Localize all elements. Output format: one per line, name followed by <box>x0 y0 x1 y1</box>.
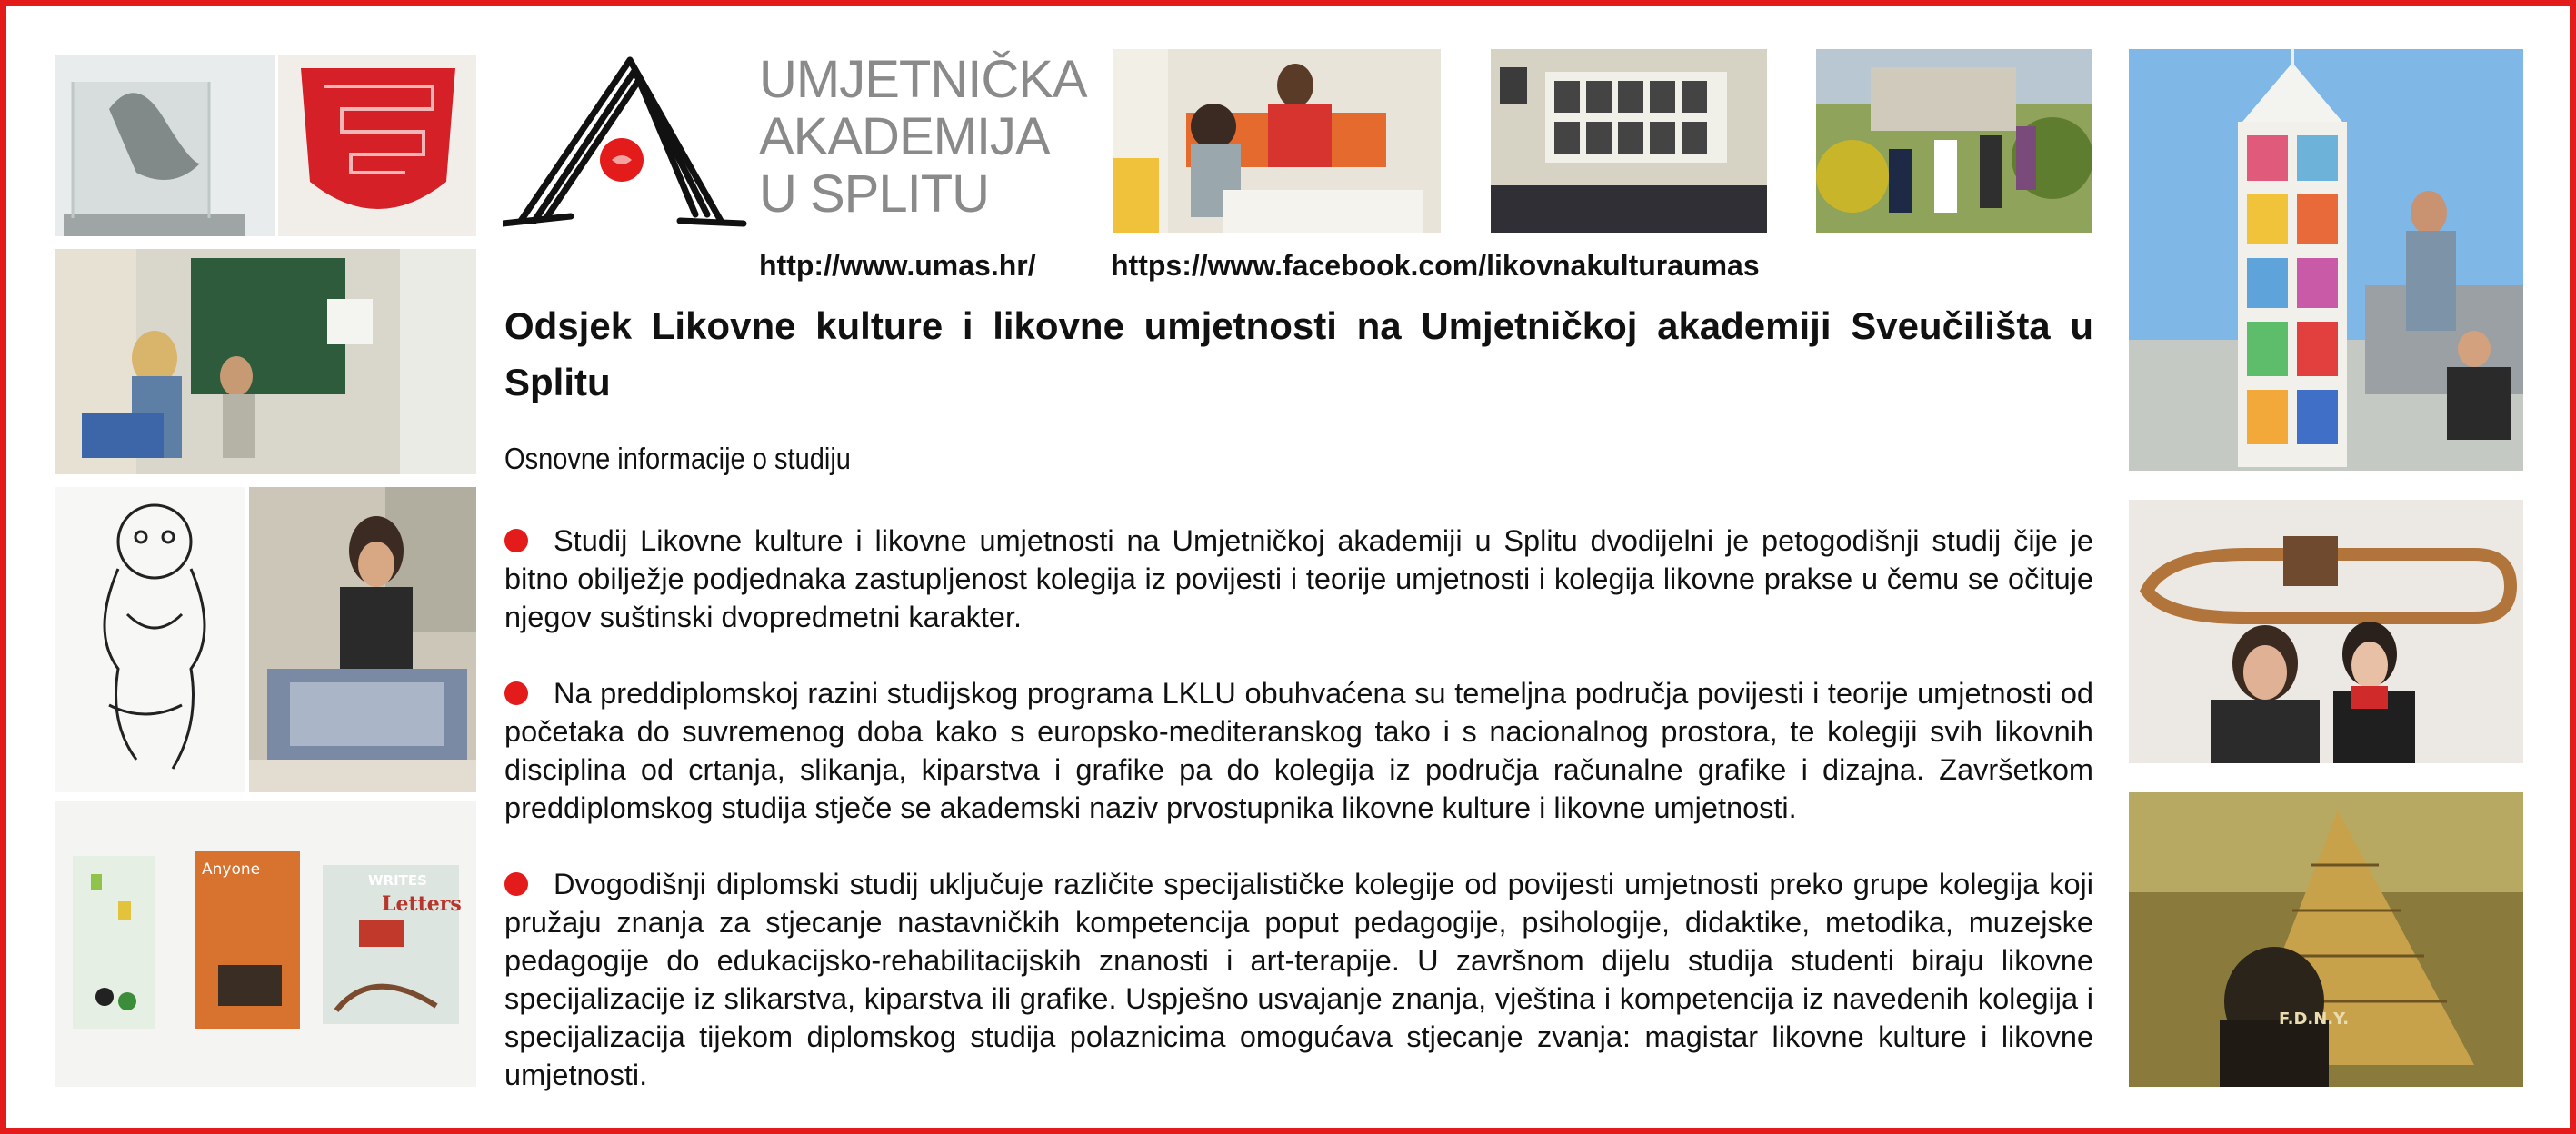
academy-name <box>759 51 1087 223</box>
photo-classroom-drawings-wall <box>1491 49 1767 233</box>
photo-prints-series <box>55 801 476 1087</box>
print-text-anyone: Anyone <box>202 860 261 879</box>
photo-two-women-safety-pin <box>2129 500 2523 763</box>
academy-name-line1: UMJETNIČKA <box>759 50 1087 109</box>
bullet-icon <box>504 681 528 705</box>
info-paragraph-3 <box>504 865 2093 1094</box>
website-link[interactable]: http://www.umas.hr/ <box>759 249 1036 282</box>
paragraph-text: Na preddiplomskoj razini studijskog programa LKLU obuhvaćena su temeljna područja povijesti i teorije umjetnosti od početaka do suvremenog doba kako s europsko-mediteranskog tako i s nacionalnog prostora, te kolegiji svih likovnih disciplina od crtanja, slikanja, kiparstva i grafike pa do kolegija iz područja računalne grafike i dizajna. Završetkom preddiplomskog studija stječe se akademski naziv prvostupnika likovne kulture i likovne umjetnosti. <box>504 677 2093 824</box>
paragraph-text: Dvogodišnji diplomski studij uključuje različite specijalističke kolegije od povijesti umjetnosti preko grupe kolegija koji pružaju znanja za stjecanje nastavničkih kompetencija poput pedagogije, psihologije, didaktike, metodika, muzejske pedagogije do edukacijsko-rehabilitacijskih znanosti i art-terapije. U završnom dijelu studija studenti biraju likovne specijalizacije iz slikarstva, kiparstva ili grafike. Uspješno usvajanje znanja, vještina i kompetencija iz navedenih kolegija i specijalizacija tijekom diplomskog studija polaznicima omogućava stjecanje zvanja: magistar likovne kulture i likovne umjetnosti. <box>504 868 2093 1091</box>
photo-ink-drawing-figure <box>55 487 245 792</box>
academy-name-line2: AKADEMIJA <box>759 107 1050 166</box>
academy-name-line3: U SPLITU <box>759 164 990 224</box>
photo-tower-of-babel-firefighter <box>2129 792 2523 1087</box>
photo-students-workshop <box>1113 49 1441 233</box>
info-paragraph-2 <box>504 674 2093 827</box>
page-title: Odsjek Likovne kulture i likovne umjetnosti na Umjetničkoj akademiji Sveučilišta u Splitu <box>504 304 2093 403</box>
print-text-letters: Letters <box>382 892 462 916</box>
photo-painted-cube-tower <box>2129 49 2523 471</box>
section-subtitle: Osnovne informacije o studiju <box>504 442 851 475</box>
paragraph-text: Studij Likovne kulture i likovne umjetnosti na Umjetničkoj akademiji u Splitu dvodijelni je petogodišnji studij čije je bitno obilježje podjednaka zastupljenost kolegija iz povijesti i teorije umjetnosti i kolegija likovne prakse u čemu se očituje njegov suštinski dvopredmetni karakter. <box>504 524 2093 633</box>
facebook-link[interactable]: https://www.facebook.com/likovnakulturaumas <box>1111 249 1760 282</box>
photo-outdoor-group <box>1816 49 2092 233</box>
photo-red-maze-artwork <box>278 55 476 236</box>
bullet-icon <box>504 529 528 552</box>
photo-classroom-children <box>55 249 476 474</box>
photo-glass-sculpture <box>55 55 275 236</box>
bullet-icon <box>504 872 528 896</box>
fdny-label: F.D.N.Y. <box>2279 1010 2350 1029</box>
info-paragraph-1 <box>504 522 2093 636</box>
photo-printmaking-student <box>249 487 476 792</box>
print-text-writes: WRITES <box>368 872 427 889</box>
academy-logo-mark <box>503 53 748 230</box>
